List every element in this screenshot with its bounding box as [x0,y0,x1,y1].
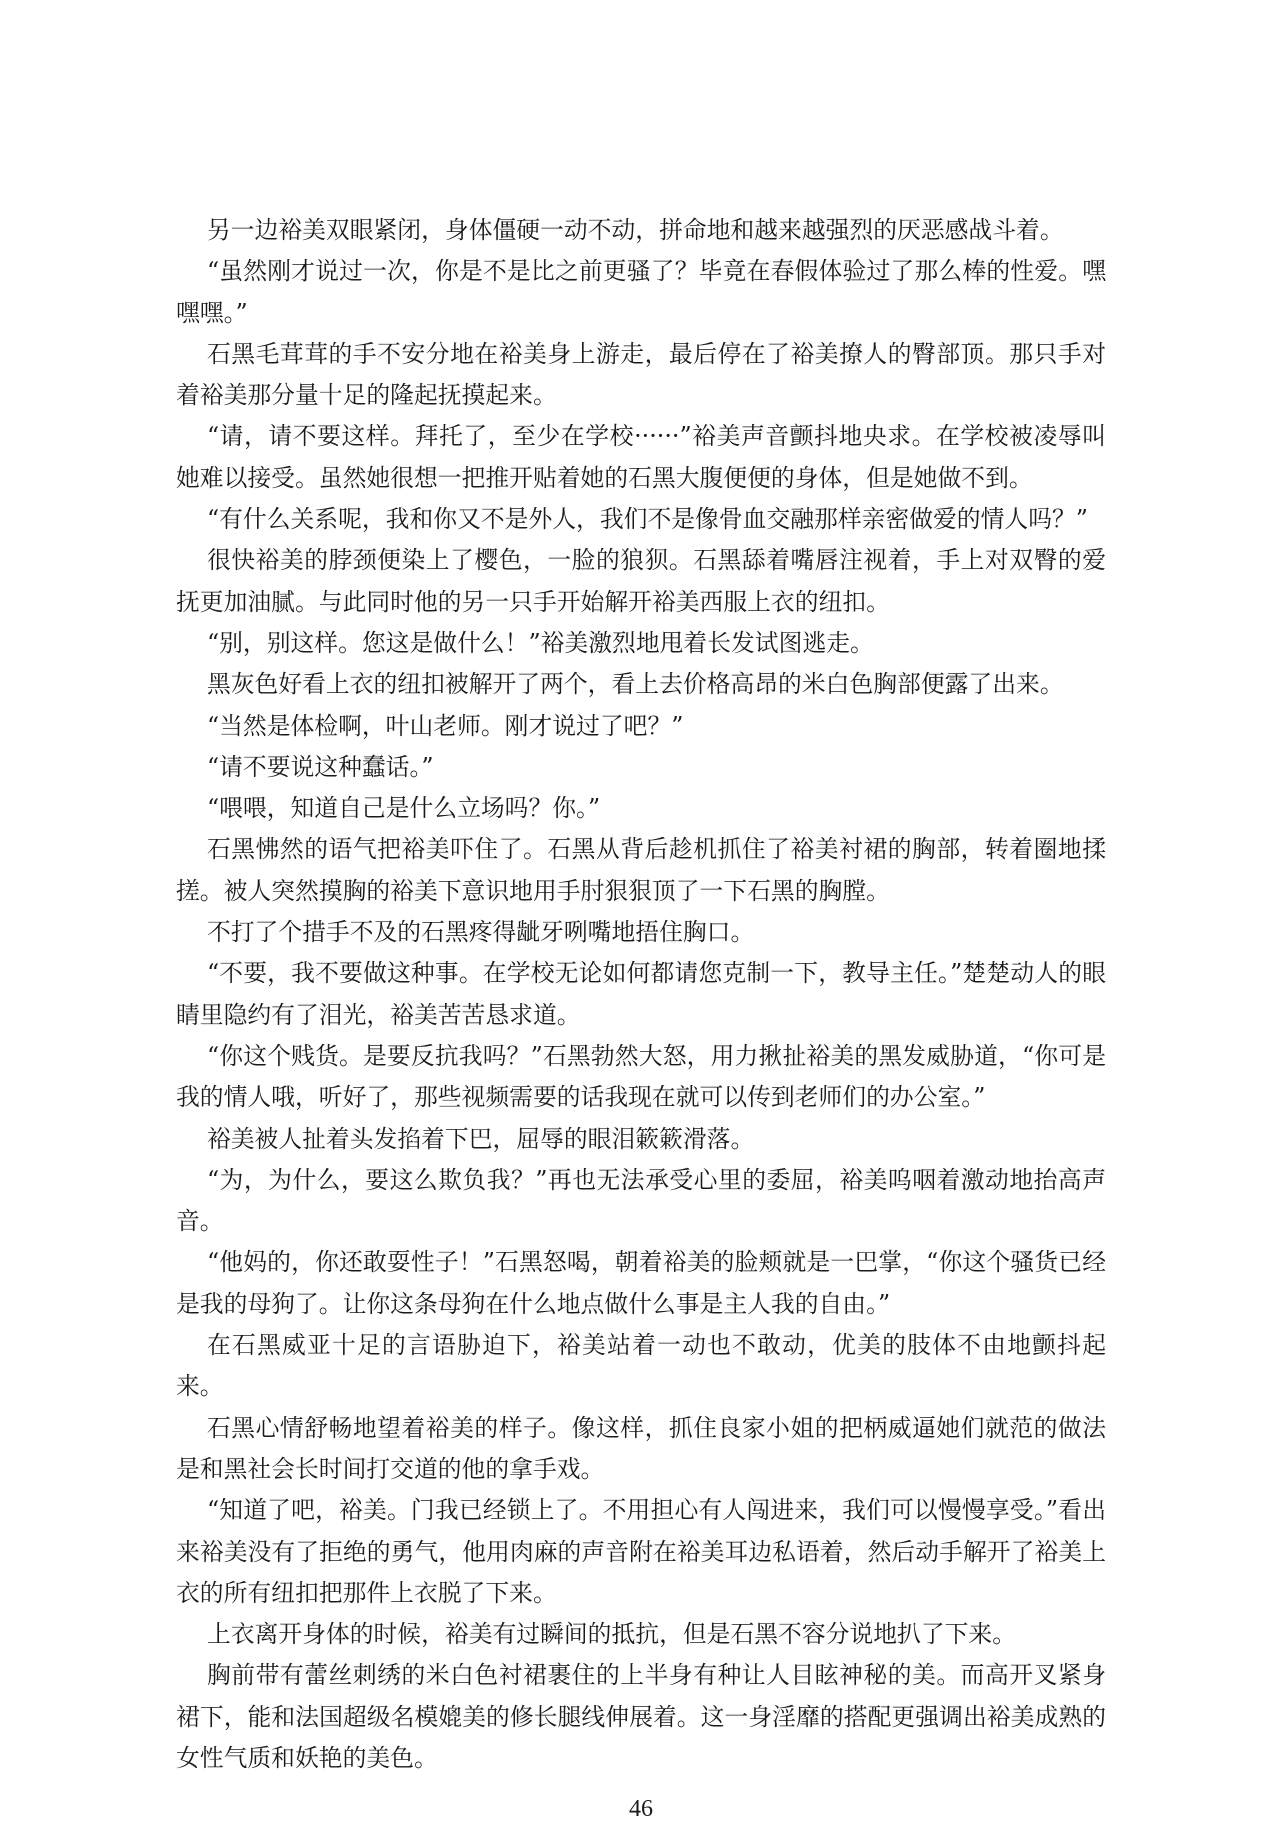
paragraph: 上衣离开身体的时候，裕美有过瞬间的抵抗，但是石黑不容分说地扒了下来。 [206,1620,1017,1649]
paragraph: “为，为什么，要这么欺负我？”再也无法承受心里的委屈，裕美呜咽着激动地抬高声音。 [176,1165,1106,1236]
body-text [176,210,1106,1779]
paragraph: “喂喂，知道自己是什么立场吗？你。” [206,794,601,823]
paragraph: 不打了个措手不及的石黑疼得龇牙咧嘴地捂住胸口。 [206,918,755,947]
paragraph: 石黑毛茸茸的手不安分地在裕美身上游走，最后停在了裕美撩人的臀部顶。那只手对着裕美那分量十足的隆起抚摸起来。 [176,339,1106,410]
paragraph: “请不要说这种蠢话。” [206,752,434,781]
paragraph: 很快裕美的脖颈便染上了樱色，一脸的狼狈。石黑舔着嘴唇注视着，手上对双臀的爱抚更加油腻。与此同时他的另一只手开始解开裕美西服上衣的纽扣。 [176,546,1106,616]
paragraph: 在石黑威亚十足的言语胁迫下，裕美站着一动也不敢动，优美的肢体不由地颤抖起来。 [176,1331,1106,1401]
paragraph: “有什么关系呢，我和你又不是外人，我们不是像骨血交融那样亲密做爱的情人吗？” [206,505,1088,534]
paragraph: “虽然刚才说过一次，你是不是比之前更骚了？毕竟在春假体验过了那么棒的性爱。嘿嘿嘿。” [176,257,1106,327]
paragraph: “知道了吧，裕美。门我已经锁上了。不用担心有人闯进来，我们可以慢慢享受。”看出来裕美没有了拒绝的勇气，他用肉麻的声音附在裕美耳边私语着，然后动手解开了裕美上衣的所有纽扣把那件上衣脱了下来。 [176,1496,1106,1607]
paragraph: “他妈的，你还敢耍性子！”石黑怒喝，朝着裕美的脸颊就是一巴掌，“你这个骚货已经是我的母狗了。让你这条母狗在什么地点做什么事是主人我的自由。” [176,1248,1106,1318]
page-number: 46 [629,1796,653,1823]
paragraph: 石黑怫然的语气把裕美吓住了。石黑从背后趁机抓住了裕美衬裙的胸部，转着圈地揉搓。被人突然摸胸的裕美下意识地用手肘狠狠顶了一下石黑的胸膛。 [176,835,1106,905]
paragraph: “你这个贱货。是要反抗我吗？”石黑勃然大怒，用力揪扯裕美的黑发威胁道，“你可是我的情人哦，听好了，那些视频需要的话我现在就可以传到老师们的办公室。” [176,1041,1106,1112]
paragraph: “别，别这样。您这是做什么！”裕美激烈地甩着长发试图逃走。 [206,628,874,657]
paragraph: “当然是体检啊，叶山老师。刚才说过了吧？” [206,711,684,740]
paragraph: 黑灰色好看上衣的纽扣被解开了两个，看上去价格高昂的米白色胸部便露了出来。 [206,670,1064,699]
paragraph: 裕美被人扯着头发掐着下巴，屈辱的眼泪簌簌滑落。 [206,1124,755,1153]
paragraph: “不要，我不要做这种事。在学校无论如何都请您克制一下，教导主任。”楚楚动人的眼睛里隐约有了泪光，裕美苦苦恳求道。 [176,959,1106,1029]
paragraph: 胸前带有蕾丝刺绣的米白色衬裙裹住的上半身有种让人目眩神秘的美。而高开叉紧身裙下，能和法国超级名模媲美的修长腿线伸展着。这一身淫靡的搭配更强调出裕美成熟的女性气质和妖艳的美色。 [176,1661,1106,1772]
paragraph: 另一边裕美双眼紧闭，身体僵硬一动不动，拼命地和越来越强烈的厌恶感战斗着。 [206,216,1064,244]
paragraph: 石黑心情舒畅地望着裕美的样子。像这样，抓住良家小姐的把柄威逼她们就范的做法是和黑社会长时间打交道的他的拿手戏。 [176,1413,1106,1483]
paragraph: “请，请不要这样。拜托了，至少在学校······”裕美声音颤抖地央求。在学校被凌辱叫她难以接受。虽然她很想一把推开贴着她的石黑大腹便便的身体，但是她做不到。 [176,422,1106,492]
